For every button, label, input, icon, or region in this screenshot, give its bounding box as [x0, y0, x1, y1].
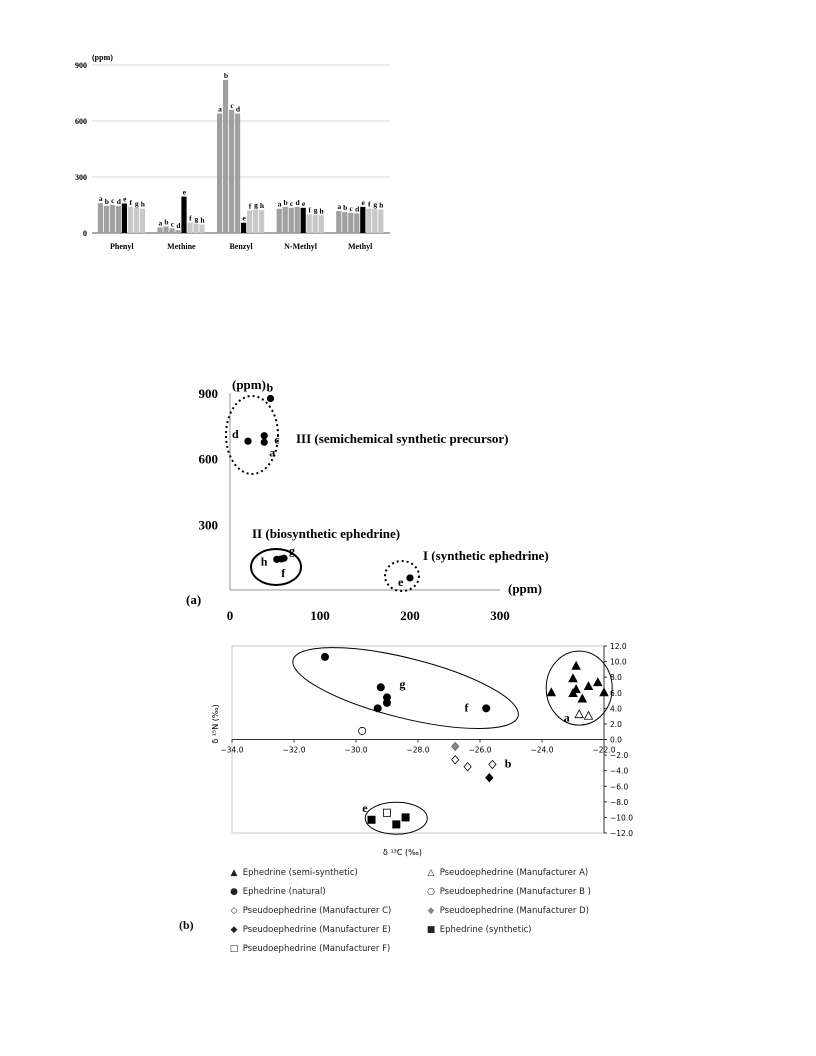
legend-label: Pseudoephedrine (Manufacturer C): [240, 906, 392, 916]
data-point: [321, 653, 328, 660]
y-tick-label: 600: [198, 451, 218, 467]
legend-marker-icon: △: [427, 868, 435, 878]
data-point: [594, 678, 602, 686]
bar-label: h: [379, 200, 384, 210]
legend-marker-icon: ◆: [427, 906, 435, 916]
bar-label: e: [182, 187, 187, 197]
data-point: [402, 814, 409, 821]
data-point: [383, 809, 390, 816]
data-point: [368, 816, 375, 823]
bar-label: b: [283, 197, 288, 207]
category-label: Methyl: [347, 242, 373, 251]
bar-label: f: [367, 199, 371, 209]
bar-label: b: [164, 217, 169, 227]
bar-label: b: [343, 203, 348, 213]
data-point: [374, 705, 381, 712]
bar-label: b: [104, 196, 109, 206]
bar-label: d: [235, 104, 241, 114]
data-point: [452, 742, 459, 750]
bar-label: f: [248, 201, 252, 211]
point-label: b: [266, 380, 274, 395]
bar-label: b: [223, 70, 229, 80]
bar-label: e: [123, 194, 127, 204]
point-label: c: [274, 432, 280, 447]
bar-label: h: [140, 199, 145, 209]
x-tick-label: −34.0: [220, 745, 244, 755]
legend-label: Pseudoephedrine (Manufacturer F): [240, 944, 391, 954]
y-tick-label: 300: [75, 173, 87, 182]
legend-marker-icon: □: [229, 944, 239, 954]
x-axis-label: (ppm): [508, 581, 542, 596]
bar-label: h: [259, 201, 265, 211]
group-label: I (synthetic ephedrine): [423, 548, 549, 563]
data-point: [547, 688, 555, 696]
bar-label: a: [337, 201, 342, 211]
y-axis-label: (ppm): [92, 53, 113, 62]
point-annotation: g: [399, 677, 406, 692]
x-tick-label: −26.0: [468, 745, 492, 755]
y-tick-label: −4.0: [610, 766, 629, 776]
y-tick-label: 8.0: [610, 673, 622, 683]
point-label: e: [398, 574, 404, 589]
y-tick-label: −10.0: [610, 813, 633, 823]
bar-label: h: [319, 206, 324, 216]
category-label: Methine: [167, 242, 196, 251]
data-point: [569, 674, 577, 682]
legend-item: [228, 868, 358, 878]
legend-item: [228, 906, 391, 916]
bar-label: c: [289, 198, 294, 208]
legend-marker-icon: ◆: [230, 925, 238, 935]
legend-item: [228, 944, 390, 954]
bar-label: h: [200, 215, 205, 225]
data-point: [464, 763, 471, 771]
legend-label: Ephedrine (semi-synthetic): [240, 868, 358, 878]
bar-label: g: [134, 198, 139, 208]
legend-label: Pseudoephedrine (Manufacturer D): [437, 906, 589, 916]
legend-label: Pseudoephedrine (Manufacturer B ): [437, 887, 591, 897]
bar-label: c: [170, 219, 175, 229]
bar-label: g: [254, 200, 258, 210]
y-tick-label: −8.0: [610, 797, 629, 807]
x-tick-label: −28.0: [406, 745, 430, 755]
y-tick-label: 900: [198, 386, 218, 401]
group-label: II (biosynthetic ephedrine): [252, 526, 401, 541]
y-tick-label: 2.0: [610, 719, 622, 729]
point-annotation: a: [563, 710, 570, 725]
bar-label: a: [218, 104, 222, 114]
x-axis-label: δ ¹³C (‰): [383, 848, 422, 857]
x-tick-label: −24.0: [530, 745, 554, 755]
data-point: [359, 727, 366, 734]
bar-label: c: [230, 100, 234, 110]
bar-label: g: [313, 205, 318, 215]
bar-label: f: [129, 197, 133, 207]
x-tick-label: 300: [490, 608, 510, 623]
category-label: Phenyl: [110, 242, 134, 251]
x-tick-label: −32.0: [282, 745, 306, 755]
legend-marker-icon: ●: [230, 887, 238, 897]
point-label: a: [269, 445, 276, 460]
legend-marker-icon: ◇: [230, 906, 238, 916]
group-label: III (semichemical synthetic precursor): [296, 431, 509, 446]
data-point: [393, 821, 400, 828]
bar-label: d: [116, 196, 121, 206]
legend-item: [425, 925, 531, 935]
bar-label: c: [349, 203, 353, 213]
data-point: [383, 699, 390, 706]
legend-item: [425, 906, 589, 916]
y-tick-label: 10.0: [610, 657, 627, 667]
bar-label: g: [373, 200, 378, 210]
y-tick-label: 600: [75, 117, 87, 126]
bar-label: c: [111, 196, 115, 205]
y-tick-label: −6.0: [610, 782, 629, 792]
y-tick-label: 12.0: [610, 642, 627, 651]
bar-label: a: [158, 218, 163, 228]
category-label: Benzyl: [229, 242, 253, 251]
x-tick-label: 100: [310, 608, 330, 623]
y-axis-label: (ppm): [232, 377, 266, 392]
panel-label: (a): [186, 592, 202, 607]
data-point: [600, 688, 608, 696]
legend-label: Ephedrine (synthetic): [437, 925, 532, 935]
data-point: [584, 712, 592, 720]
y-tick-label: 300: [198, 517, 218, 533]
bar-label: f: [189, 213, 192, 223]
y-tick-label: 0: [83, 229, 87, 238]
bar-label: a: [277, 199, 282, 209]
x-tick-label: 0: [226, 608, 234, 623]
legend-item: [425, 868, 588, 878]
group-ellipse: [286, 631, 526, 745]
legend-item: [228, 925, 391, 935]
y-tick-label: 4.0: [610, 704, 622, 714]
data-point: [575, 710, 583, 718]
legend-marker-icon: ▲: [230, 868, 238, 878]
point-label: d: [232, 427, 239, 442]
y-tick-label: 0.0: [610, 735, 622, 745]
data-point: [489, 760, 496, 768]
point-label: h: [260, 554, 268, 569]
point-label: f: [281, 565, 286, 580]
x-tick-label: 200: [400, 608, 420, 623]
y-axis-label: δ ¹⁵N (‰): [211, 704, 220, 744]
data-point: [452, 756, 459, 764]
point-annotation: b: [504, 756, 512, 771]
data-point: [377, 684, 384, 691]
bar-label: d: [176, 221, 181, 231]
bar-label: g: [194, 214, 199, 224]
bar-label: d: [355, 204, 360, 214]
legend-label: Pseudoephedrine (Manufacturer E): [240, 925, 391, 935]
point-annotation: e: [362, 800, 368, 815]
data-point: [572, 662, 580, 670]
bar-label: d: [295, 197, 300, 207]
bar-label: e: [242, 213, 246, 223]
data-point: [486, 774, 493, 782]
data-point: [578, 694, 586, 702]
point-annotation: f: [464, 700, 469, 715]
point-label: g: [289, 543, 295, 558]
category-label: N-Methyl: [284, 242, 318, 251]
x-tick-label: −30.0: [344, 745, 368, 755]
chart-b-legend: [228, 868, 648, 958]
legend-label: Ephedrine (natural): [240, 887, 326, 897]
bar-label: e: [361, 197, 365, 207]
y-tick-label: 6.0: [610, 688, 622, 698]
legend-marker-icon: ○: [427, 887, 435, 897]
legend-marker-icon: ■: [426, 925, 436, 935]
bar-label: a: [98, 194, 103, 204]
legend-item: [425, 887, 591, 897]
y-tick-label: 900: [75, 61, 87, 70]
y-tick-label: −12.0: [610, 829, 633, 838]
legend-label: Pseudoephedrine (Manufacturer A): [437, 868, 589, 878]
bar-label: e: [301, 198, 306, 208]
y-tick-label: −2.0: [610, 751, 629, 761]
legend-item: [228, 887, 326, 897]
x-tick-label: −22.0: [592, 745, 616, 755]
data-point: [584, 682, 592, 690]
data-point: [483, 705, 490, 712]
panel-b-label: (b): [179, 918, 194, 932]
bar-label: f: [308, 205, 311, 215]
